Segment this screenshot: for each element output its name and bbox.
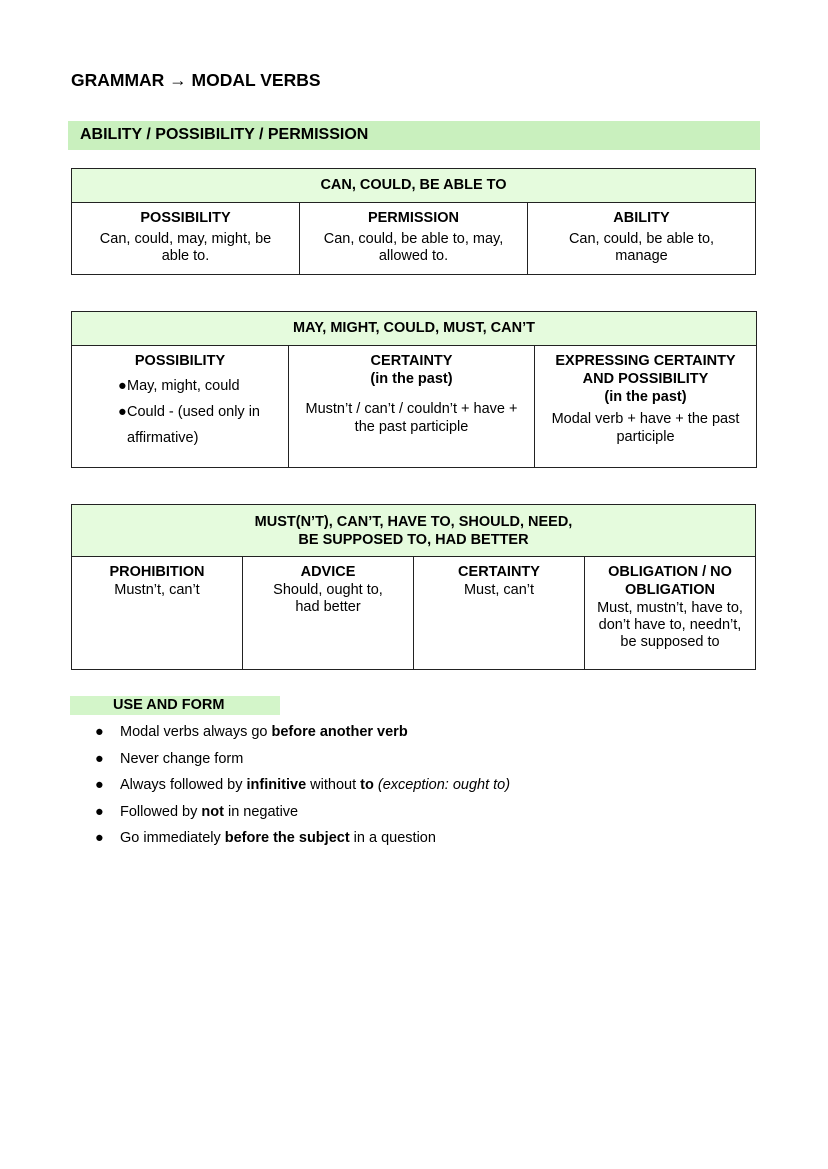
list-item-text: Could - (used only in affirmative) (127, 404, 260, 446)
bullet-icon: ● (118, 378, 127, 394)
table3-certainty-text: Must, can’t (463, 582, 535, 598)
table2-header-text: MAY, MIGHT, COULD, MUST, CAN’T (293, 320, 535, 336)
list-item (0, 772, 510, 799)
table3-cell-certainty (414, 557, 585, 670)
item-bold: not (201, 803, 224, 820)
table3-header (72, 505, 756, 557)
table3-advice-text: Should, ought to, had better (273, 582, 383, 615)
item-text: Followed by (120, 803, 202, 820)
table1-cell-permission (300, 203, 528, 275)
page-title: GRAMMAR → MODAL VERBS (71, 70, 321, 90)
table1-ability-title: ABILITY (613, 210, 670, 226)
section-heading-band (68, 121, 760, 150)
table2-expressing-subtitle: (in the past) (604, 389, 687, 405)
list-item (72, 399, 288, 451)
table2-header (72, 312, 757, 346)
item-text: without (306, 777, 361, 793)
bullet-icon: ● (95, 724, 104, 740)
table2-possibility-title: POSSIBILITY (134, 353, 226, 369)
table3-obligation-title: OBLIGATION / NO OBLIGATION (608, 564, 732, 598)
table3-prohibition-title: PROHIBITION (109, 564, 205, 580)
item-text: Always followed by (120, 777, 247, 793)
item-bold: infinitive (246, 777, 307, 793)
table3-header-line1: MUST(N’T), CAN’T, HAVE TO, SHOULD, NEED, (254, 514, 573, 530)
bullet-icon: ● (95, 803, 104, 820)
item-bold: to (360, 777, 374, 793)
section-heading: ABILITY / POSSIBILITY / PERMISSION (80, 126, 369, 143)
table3-advice-title: ADVICE (300, 564, 356, 580)
list-item (72, 373, 288, 399)
table2-cell-possibility (72, 346, 289, 468)
table3-certainty-title: CERTAINTY (458, 564, 540, 580)
table2-expressing-text: Modal verb + have + the past participle (551, 411, 740, 445)
item-italic: (exception: ought to) (377, 777, 511, 793)
item-text: in negative (223, 803, 299, 820)
table1-permission-title: PERMISSION (367, 210, 460, 226)
list-item (0, 719, 510, 746)
table-obligation-advice (71, 504, 756, 670)
table2-certainty-subtitle: (in the past) (370, 371, 453, 387)
use-and-form-band (70, 696, 280, 715)
table-can-could-be-able-to (71, 168, 756, 275)
table3-header-line2: BE SUPPOSED TO, HAD BETTER (298, 532, 529, 548)
table1-cell-ability (528, 203, 756, 275)
table1-header (72, 169, 756, 203)
use-and-form-list (0, 719, 510, 852)
table2-certainty-text: Mustn’t / can’t / couldn’t + have + the past participle (305, 401, 518, 435)
bullet-icon: ● (95, 830, 104, 846)
bullet-icon: ● (95, 777, 104, 793)
item-bold: before another verb (271, 724, 408, 740)
table3-obligation-text: Must, mustn’t, have to, don’t have to, needn’t, be supposed to (597, 600, 743, 650)
use-and-form-heading: USE AND FORM (113, 697, 225, 713)
item-text: in a question (349, 830, 436, 846)
list-item-text: May, might, could (127, 378, 240, 394)
table2-cell-expressing (535, 346, 757, 468)
item-text: Modal verbs always go (120, 724, 272, 740)
table1-cell-possibility (72, 203, 300, 275)
list-item (0, 746, 510, 773)
table-may-might-could-must-cant (71, 311, 757, 468)
item-text: Never change form (120, 750, 244, 767)
bullet-icon: ● (95, 750, 104, 767)
table2-cell-certainty (289, 346, 535, 468)
table1-header-text: CAN, COULD, BE ABLE TO (320, 177, 507, 193)
table3-cell-obligation (585, 557, 756, 670)
table2-possibility-list (72, 373, 288, 451)
table2-certainty-title: CERTAINTY (370, 353, 453, 369)
table1-possibility-title: POSSIBILITY (140, 210, 231, 226)
item-text: Go immediately (120, 830, 225, 846)
table1-ability-text: Can, could, be able to, manage (568, 231, 715, 264)
table1-possibility-text: Can, could, may, might, be able to. (99, 231, 272, 264)
list-item (0, 799, 510, 826)
table3-cell-advice (243, 557, 414, 670)
bullet-icon: ● (118, 404, 127, 420)
table2-expressing-title: EXPRESSING CERTAINTY AND POSSIBILITY (555, 353, 736, 387)
table1-permission-text: Can, could, be able to, may, allowed to. (323, 231, 504, 264)
item-bold: before the subject (224, 830, 350, 846)
list-item (0, 825, 510, 852)
table3-cell-prohibition (72, 557, 243, 670)
table3-prohibition-text: Mustn’t, can’t (114, 582, 200, 598)
